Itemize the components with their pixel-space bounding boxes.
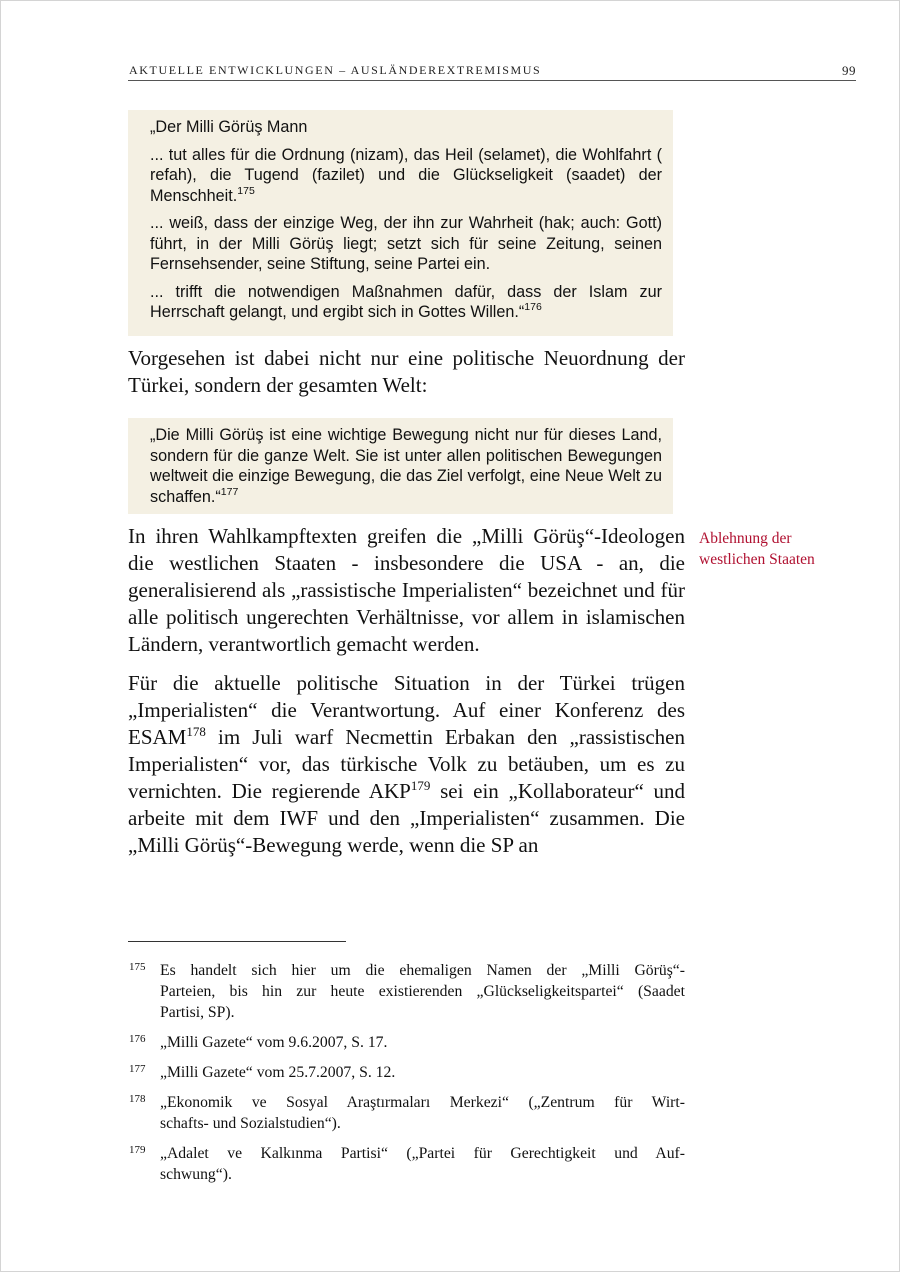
running-header: [128, 62, 856, 81]
footnote-line: „Milli Gazete“ vom 9.6.2007, S. 17.: [160, 1034, 388, 1051]
footnote-number: 176: [129, 1033, 146, 1045]
running-title: AKTUELLE ENTWICKLUNGEN – AUSLÄNDEREXTREMISMUS: [129, 63, 542, 77]
footnote-number: 177: [129, 1063, 146, 1075]
body-paragraph: In ihren Wahlkampftexten greifen die „Milli Görüş“-Ideologen die westlichen Staaten - insbesondere die USA - an, die generalisierend als „rassistische Imperialisten“ bezeichnet und für alle politisch ungerechten Verhältnisse, vor allem in islamischen Ländern, verantwortlich gemacht werden.: [128, 524, 685, 656]
footnote-line: „Ekonomik ve Sosyal Araştırmaları Merkezi“ („Zentrum für Wirt-: [160, 1094, 685, 1111]
footnote-ref: 175: [237, 184, 255, 197]
footnote-text: [160, 1032, 685, 1053]
footnote-line: Partisi, SP).: [160, 1004, 235, 1021]
footnote-text: [160, 1092, 685, 1134]
footnote-line: schwung“).: [160, 1166, 232, 1183]
quote-paragraph: ... trifft die notwendigen Maßnahmen dafür, dass der Islam zur Herrschaft gelangt, und ergibt sich in Gottes Willen.“$^{176}$: [150, 282, 662, 321]
quote-heading: „Der Milli Görüş Mann: [150, 118, 308, 136]
quote-paragraph: ... tut alles für die Ordnung (nizam), das Heil (selamet), die Wohlfahrt ( refah), die Tugend (fazilet) und die Glückseligkeit (saadet) der Menschheit.$^{175}$: [150, 145, 662, 205]
footnote-item: [128, 960, 685, 1023]
margin-note: [699, 528, 859, 570]
footnote-item: [128, 1143, 685, 1185]
footnote-line: „Adalet ve Kalkınma Partisi“ („Partei für Gerechtigkeit und Auf-: [160, 1145, 685, 1162]
footnote-separator: [128, 941, 346, 942]
footnote-line: „Milli Gazete“ vom 25.7.2007, S. 12.: [160, 1064, 396, 1081]
footnote-text: [160, 1062, 685, 1083]
quote-paragraph: „Die Milli Görüş ist eine wichtige Bewegung nicht nur für dieses Land, sondern für die ganze Welt. Sie ist unter allen politischen Bewegungen weltweit die einzige Bewegung, die das Ziel verfolgt, eine Neue Welt zu schaffen.“$^{177}$: [150, 426, 662, 506]
footnote-line: Es handelt sich hier um die ehemaligen Namen der „Milli Görüş“-: [160, 962, 685, 979]
margin-note-line: Ablehnung der: [699, 530, 792, 547]
footnotes: [128, 960, 685, 1194]
footnote-number: 179: [129, 1144, 146, 1156]
quote-box-neue-welt: [128, 418, 673, 514]
footnote-ref: 177: [220, 485, 239, 498]
footnote-text: [160, 1143, 685, 1185]
footnote-line: schafts- und Sozialstudien“).: [160, 1115, 341, 1132]
page-number: 99: [842, 63, 856, 78]
footnote-item: [128, 1032, 685, 1053]
footnote-number: 175: [129, 961, 146, 973]
body-paragraph: Vorgesehen ist dabei nicht nur eine politische Neuordnung der Türkei, sondern der gesamten Welt:: [128, 346, 685, 397]
footnote-line: Parteien, bis hin zur heute existierenden „Glückseligkeitspartei“ (Saadet: [160, 983, 685, 1000]
footnote-item: [128, 1092, 685, 1134]
footnote-number: 178: [129, 1093, 146, 1105]
footnote-text: [160, 960, 685, 1023]
footnote-ref: 176: [524, 301, 542, 313]
footnote-ref: 179: [410, 778, 431, 793]
footnote-item: [128, 1062, 685, 1083]
quote-box-milli-goerues-mann: [128, 110, 673, 336]
footnote-ref: 178: [186, 724, 206, 739]
body-paragraph: Für die aktuelle politische Situation in der Türkei trügen „Imperialisten“ die Verantwortung. Auf einer Konferenz des ESAM$^{178}$ im Juli warf Necmettin Erbakan den „rassistischen Imperialisten“ vor, das türkische Volk zu betäuben, um es zu vernichten. Die regierende AKP$^{179}$ sei ein „Kollaborateur“ und arbeite mit dem IWF und den „Imperialisten“ zusammen. Die „Milli Görüş“-Bewegung werde, wenn die SP an: [128, 671, 685, 857]
margin-note-line: westlichen Staaten: [699, 551, 815, 568]
quote-paragraph: ... weiß, dass der einzige Weg, der ihn zur Wahrheit (hak; auch: Gott) führt, in der Milli Görüş liegt; setzt sich für seine Zeitung, seinen Fernsehsender, seine Stiftung, seine Partei ein.: [150, 214, 662, 273]
